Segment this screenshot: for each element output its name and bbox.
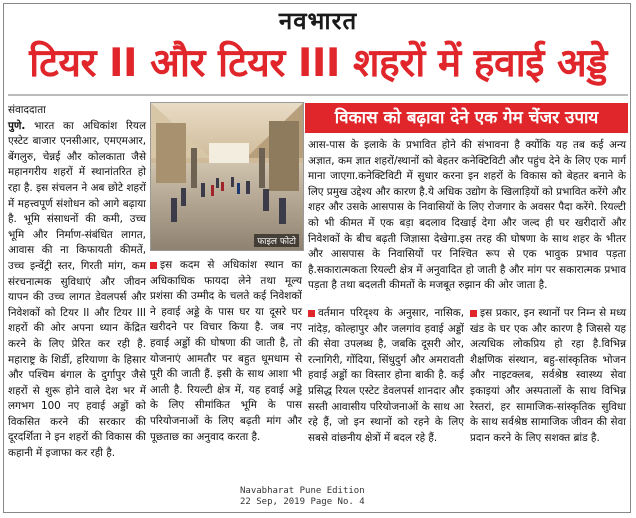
paragraph-marker-icon <box>150 262 157 269</box>
dateline: पुणे. <box>8 119 26 132</box>
article-column-1 <box>8 103 146 462</box>
article-column-3 <box>308 138 626 294</box>
article-column-2 <box>150 258 302 445</box>
column-4-text: वर्तमान परिदृश्य के अनुसार, नासिक, नांदेड़, कोल्हापुर और जलगांव हवाई अड्डों की सेवा उपलब्ध है, जबकि दूसरी ओर, रत्नागिरी, गोंदिया, सिंधुदुर्ग और अमरावती हवाई अड्डों का विस्तार होना बाकी है. कई प्रसिद्ध रियल एस्टेट डेवलपर्स शानदार और सस्ती आवासीय परियोजनाओं के साथ आ रहे हैं, जो इन स्थानों को रहने के लिए सबसे वांछनीय क्षेत्रों में बदल रहे हैं. <box>308 307 464 444</box>
column-2-text: इस कदम से अधिकांश स्थान का अधिकाधिक फायदा लेने तथा मूल्य प्रशंसा की उम्मीद के चलते कई निवेशकों ने हवाई अड्डे के पास घर या दूसरे घर खरीदने पर विचार किया है. जब नए हवाई अड्डों की घोषणा की जाती है, तो योजनाएं आमतौर पर बहुत धूमधाम से पूरी की जाती हैं. इसी के साथ आशा भी आती है. रियल्टी क्षेत्र में, यह हवाई अड्डे के लिए सीमांकित भूमि के पास परियोजनाओं के लिए बढ़ती मांग और पूछताछ का अनुवाद करता है. <box>150 259 302 443</box>
headline-divider <box>8 94 628 96</box>
airport-terminal-image <box>151 103 303 250</box>
paragraph-marker-icon <box>470 310 477 317</box>
article-headline: टियर II और टियर III शहरों में हवाई अड्डे <box>29 41 607 86</box>
column-5-text: इस प्रकार, इन स्थानों पर निम्न से मध्य खंड के घर एक और कारण है जिससे यह अत्यधिक लोकप्रिय हो रहा है.विभिन्न शैक्षणिक संस्थान, बहु-सांस्कृतिक भोजन और नाइटक्लब, सर्वश्रेष्ठ स्वास्थ्य सेवा इकाइयां और अस्पतालों के साथ विभिन्न रेस्तरां, हर सामाजिक-सांस्कृतिक सुविधा के साथ सर्वश्रेष्ठ सामाजिक जीवन की सेवा प्रदान करने के लिए सशक्त ब्रांड है. <box>470 307 626 444</box>
article-column-5 <box>470 306 626 446</box>
airport-photo <box>150 102 304 251</box>
photo-caption: फाइल फोटो <box>254 234 299 247</box>
edition-name: Navabharat Pune Edition <box>240 486 365 496</box>
column-1-text: भारत का अधिकांश रियल एस्टेट बाजार एनसीआर, एमएमआर, बेंगलुरु, चेन्नई और कोलकाता जैसे महानगरीय शहरों में स्थानांतरित हो रहा है. इस संचलन ने अब छोटे शहरों में महत्त्वपूर्ण संशोधन को आगे बढ़ाया है. भूमि संसाधनों की कमी, उच्च भूमि और निर्माण-संबंधित लागत, आवास की ना किफायती कीमतें, उच्च इन्वेंट्री स्तर, गिरती मांग, कम संरचनात्मक सुविधाएं और जीवन यापन की उच्च लागत डेवलपर्स और निवेशकों को टियर II और टियर III शहरों की ओर अपना ध्यान केंद्रित करने के लिए प्रेरित कर रही है. महाराष्ट्र के शिर्डी, हरियाणा के हिसार और पश्चिम बंगाल के दुर्गापुर जैसे शहरों से शुरू होने वाले देश भर में लगभग 100 नए हवाई अड्डों को विकसित करने की सरकार की दूरदर्शिता ने इन शहरों की विकास की कहानी में इजाफा कर रही है. <box>8 119 146 460</box>
article-column-4 <box>308 306 464 446</box>
edition-date-page: 22 Sep, 2019 Page No. 4 <box>240 497 365 507</box>
edition-footer <box>240 486 400 508</box>
byline: संवाददाता <box>8 104 46 116</box>
paragraph-marker-icon <box>308 310 315 317</box>
section-subheading: विकास को बढ़ावा देने एक गेम चेंजर उपाय <box>305 103 628 133</box>
newspaper-masthead: नवभारत <box>278 7 358 35</box>
column-3-text: आस-पास के इलाके के प्रभावित होने की संभावना है क्योंकि यह तब कई अन्य अज्ञात, कम ज्ञात शहरों/स्थानों को बेहतर कनेक्टिविटी और पहुंच देने के लिए एक मार्ग माना जाएगा.कनेक्टिविटी में सुधार करना इन शहरों के विकास को बेहतर बनाने के लिए प्रमुख उद्देश्य और कारण है.ये अधिक उद्योग के खिलाड़ियों को प्रभावित करेंगे और शहर और उसके आसपास के निवासियों के लिए रोजगार के अवसर पैदा करेंगे. रियल्टी को भी कीमत में एक बड़ा बदलाव दिखाई देगा और जल्द ही घर खरीदारों और निवेशकों के बीच बढ़ती जिज्ञासा देखेगा.इस तरह की घोषणा के साथ शहर के भीतर और आसपास के निवासियों पर निश्चित रूप से एक भावुक प्रभाव पड़ता है.सकारात्मकता रियल्टी क्षेत्र में अनुवादित हो जाती है और मांग पर सकारात्मक प्रभाव पड़ता है तथा बदलती कीमतों के मजबूत रुझान की ओर जाता है. <box>308 139 626 292</box>
